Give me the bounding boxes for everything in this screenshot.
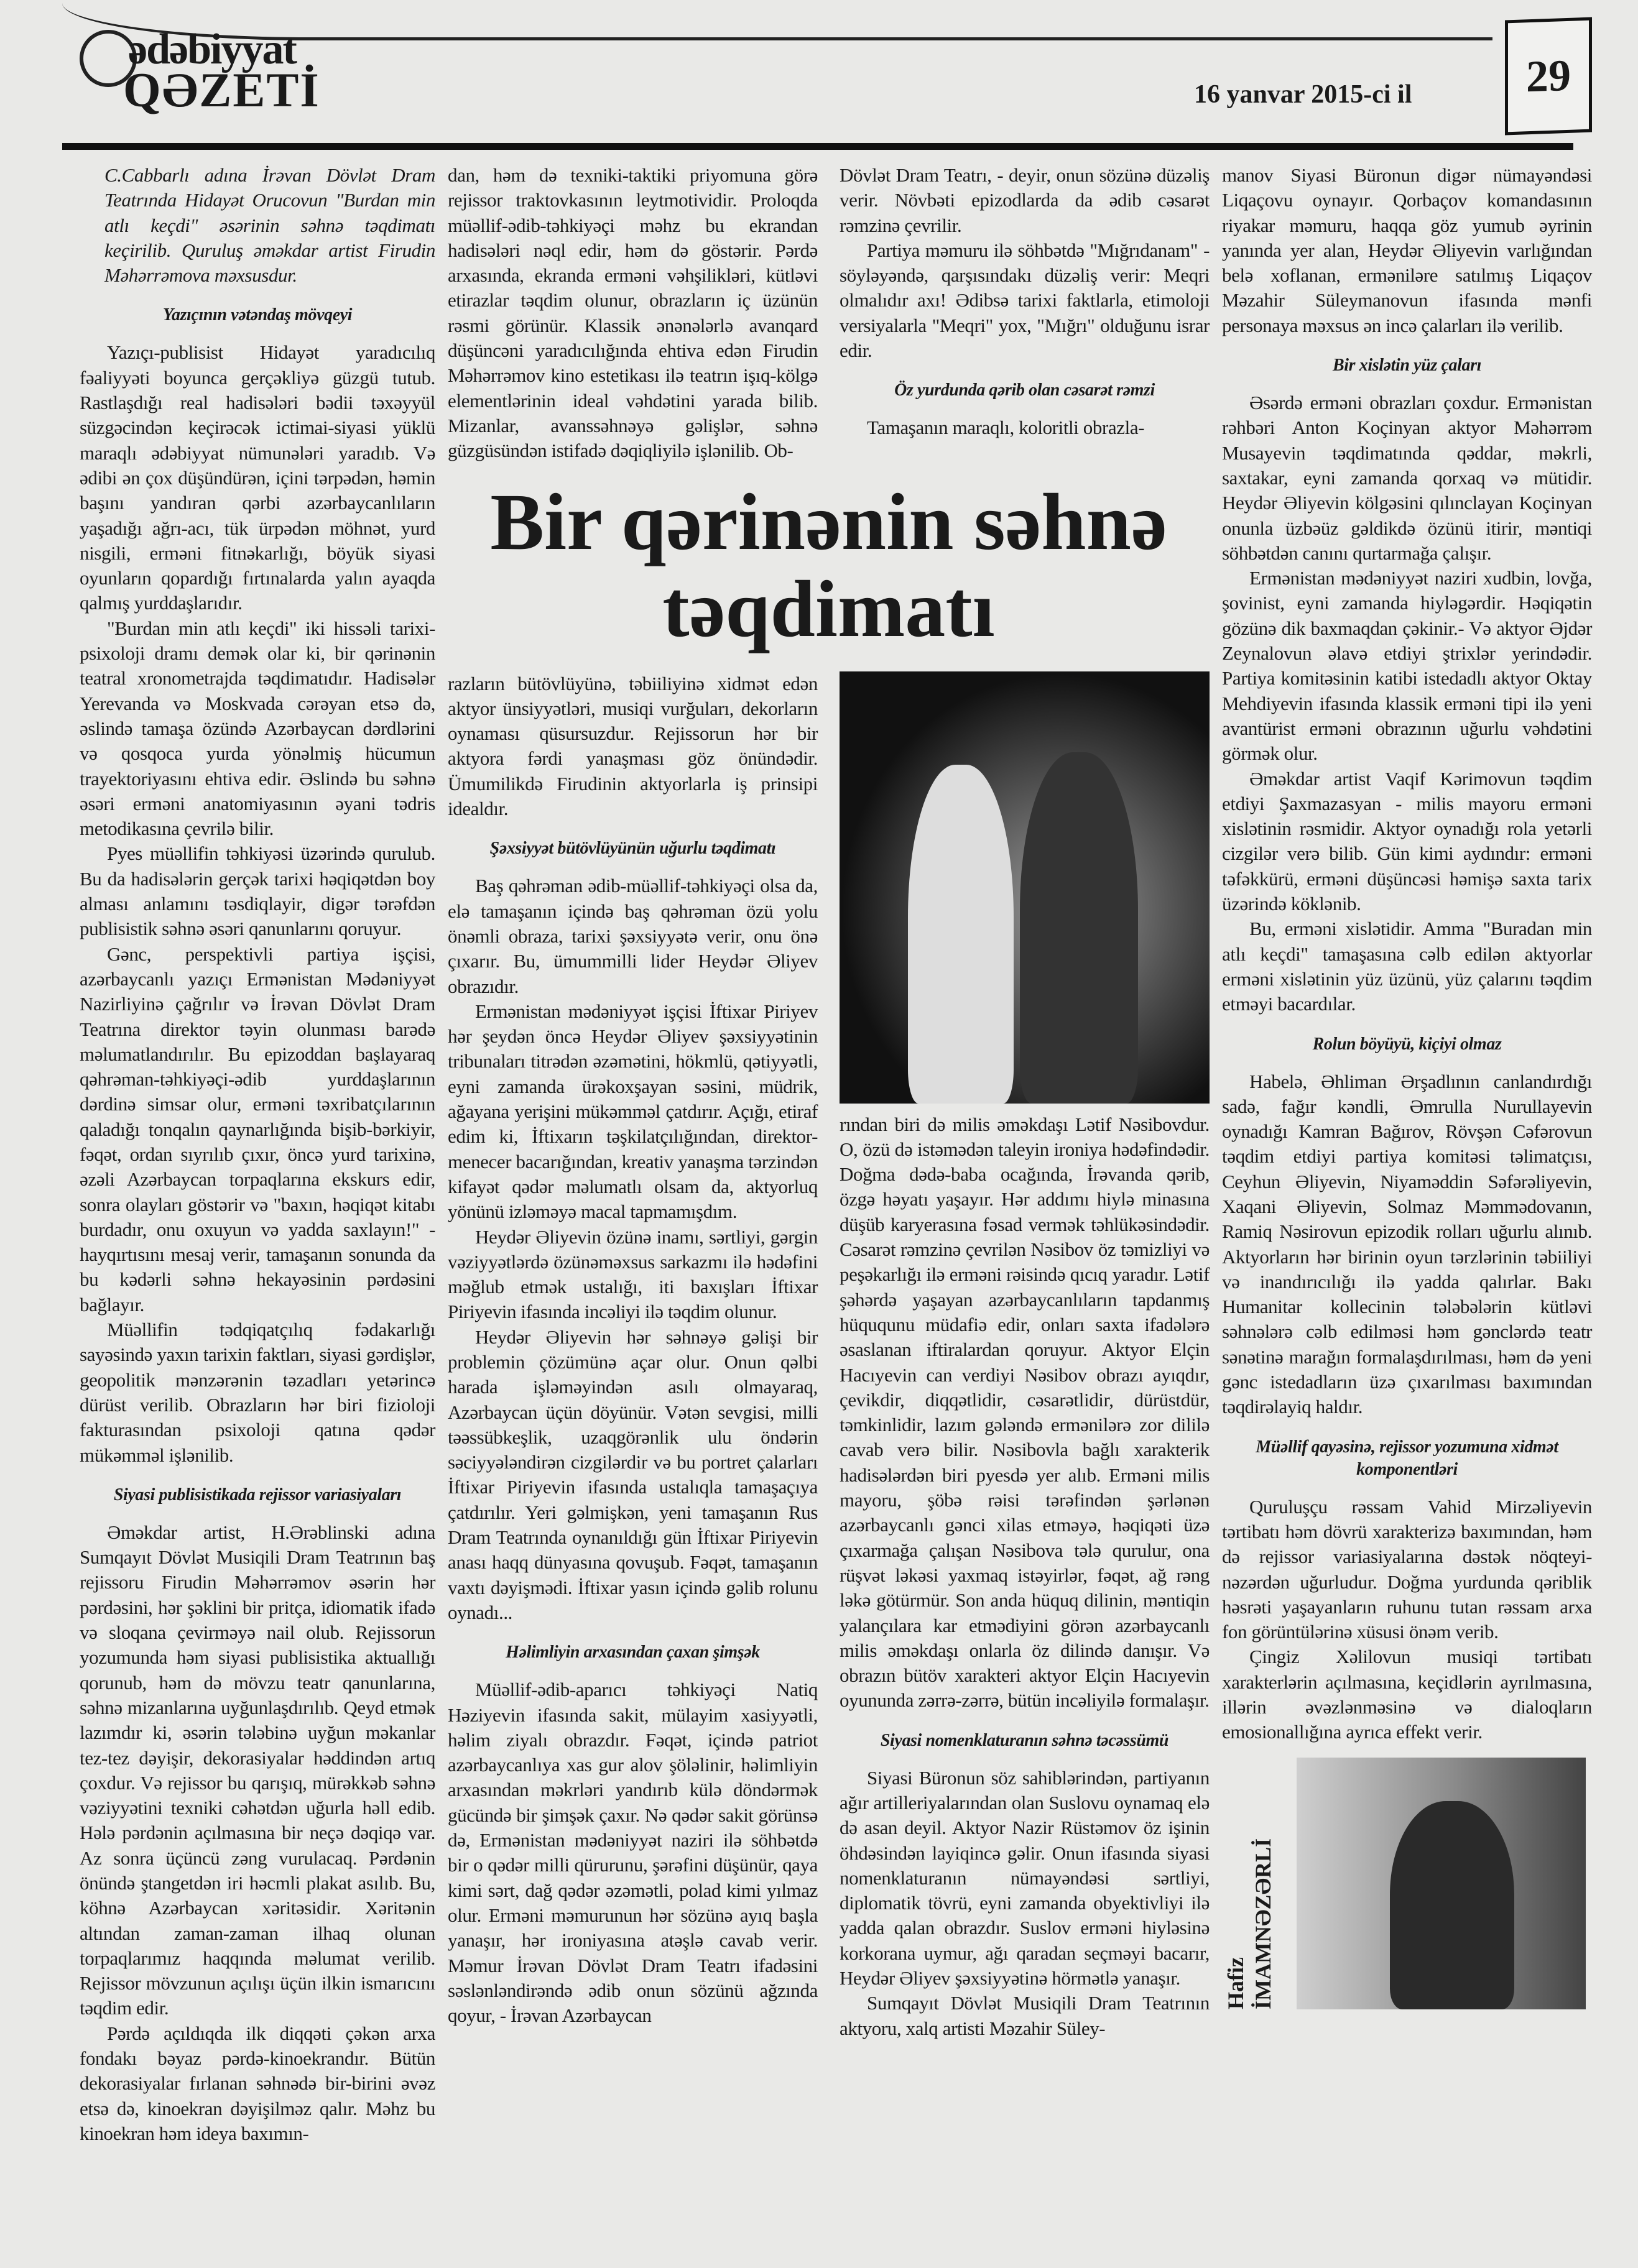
author-last-name: İMAMNƏZƏRLİ: [1251, 1838, 1275, 2009]
subheading: Rolun böyüyü, kiçiyi olmaz: [1312, 1034, 1502, 1054]
paragraph: rından biri də milis əməkdaşı Lətif Nəsibovdur. O, özü də istəmədən taleyin ironiya hədəfindədir. Doğma dədə-baba ocağında, İrəvanda qərib, özgə həyatı yaşayır. Hər addımı hiylə minasına düşüb karyerasına fəsad vermək təhlükəsindədir. Cəsarət rəmzinə çevrilən Nəsibov öz təmizliyi və peşəkarlığı ilə erməni rəisində qıcıq yaradır. Lətif şəhərdə yaşayan azərbaycanlıların tapdanmış hüququnu müdafiə edir, onları saxta ifadələrə əsaslanan iftiralardan qoruyur. Aktyor Elçin Hacıyevin can verdiyi Nəsibov obrazı ayıqdır, çevikdir, diqqətlidir, cəsarətlidir, dürüstdür, təmkinlidir, lazım gələndə ermənilərə zor dililə cavab verə bilir. Nəsibovla bağlı xarakterik hadisələrdən biri pyesdə yer alıb. Erməni milis mayoru, şöbə rəisi tərəfindən şərlənən azərbaycanlı gənci xilas etməyə, həqiqəti üzə çıxarmağa çalışan Nəsibova tələ qurulur, ona rüşvət ləkəsi yaxmaq istəyirlər, fəqət, ağ rəng ləkə götürmür. Son anda hüquq dilinin, məntiqin yalançılara kar etmədiyini görən azərbaycanlı milis əməkdaşı onlarla öz dilində danışır. Və obrazın bütöv xarakteri aktyor Elçin Hacıyevin oyununda zərrə-zərrə, bütün incəliyilə formalaşır.: [840, 1113, 1210, 1712]
paragraph: dan, həm də texniki-taktiki priyomuna görə rejissor traktovkasının leytmotividir. Proloqda müəllif-ədib-təhkiyəçi məhz bu ekrandan hadisələri nəql edir, həm də göstərir. Pərdə arxasında, ekranda erməni vəhşilikləri, kütləvi etirazlar təqdim olunur, obrazların iç üzünün rəsmi görünür. Klassik ənənələrlə avanqard düşüncəni yaradıcılığında ehtiva edən Firudin Məhərrəmov kino estetikası ilə teatrın işıq-kölgə elementlərinin ideal vəhdətini yarada bilib. Mizanlar, avanssəhnəyə gəlişlər, səhnə güzgüsündən istifadə dəqiqliyilə işlənilib. Ob-: [448, 164, 818, 462]
subheading: Həlimliyin arxasından çaxan şimşək: [506, 1643, 760, 1662]
subheading: Müəllif qayəsinə, rejissor yozumuna xidmət komponentləri: [1256, 1437, 1558, 1479]
paragraph: Müəllif-ədib-aparıcı təhkiyəçi Natiq Həziyevin ifasında sakit, mülayim xasiyyətli, həlim ziyalı obrazdır. Fəqət, içində patriot azərbaycanlıya xas gur alov şöləlinir, həlimliyin arxasından məkrləri yandırıb külə döndərmək gücündə bir şimşək çaxır. Nə qədər sakit görünsə də, Ermənistan mədəniyyət naziri ilə söhbətdə bir o qədər milli qürurunu, şərəfini düşünür, qaya kimi sərt, dağ qədər əzəmətli, polad kimi yılmaz olur. Erməni məmurunun hər sözünə ayıq başla yanaşır, hər ironiyasına atəşlə cavab verir. Məmur İrəvan Dövlət Dram Teatrı ifadəsini səslənləndirəndə ədib onun sözünü ağzında qoyur, - İrəvan Azərbaycan: [448, 1679, 818, 2027]
paragraph: Baş qəhrəman ədib-müəllif-təhkiyəçi olsa da, elə tamaşanın içində baş qəhrəman özü yolu önəmli obraza, tarixi şəxsiyyətə verir, onu önə çıxarır. Bu, ümummilli lider Heydər Əliyev obrazıdır.: [448, 875, 818, 997]
center-columns: [448, 163, 1210, 2041]
subheading: Bir xislətin yüz çaları: [1333, 356, 1481, 376]
logo-line1: ədəbiyyat: [128, 25, 296, 73]
paragraph: Partiya məmuru ilə söhbətdə "Mığrıdanam" - söyləyəndə, qarşısındakı düzəliş verir: Meqri olmalıdır axı! Ədibsə tarixi faktlarla, etimoloji versiyalarla "Meqri" yox, "Mığrı" olduğunu israr edir.: [840, 239, 1210, 362]
paragraph: Ermənistan mədəniyyət naziri xudbin, lovğa, şovinist, eyni zamanda hiyləgərdir. Həqiqətin gözünə dik baxmaqdan çəkinir.- Və aktyor Əjdər Zeynalovun əlavə etdiyi ştrixlər yerindədir. Partiya komitəsinin katibi istedadlı aktyor Oktay Mehdiyevin ifasında klassik erməni tipi ilə yeni avantürist erməni obrazının uğurlu vəhdətini görmək olur.: [1222, 567, 1592, 765]
paragraph: Əməkdar artist Vaqif Kərimovun təqdim etdiyi Şaxmazasyan - milis mayoru erməni xislətinin rəsmidir. Aktyor oynadığı rola yetərli cizgilər verə bilib. Gün kimi aydındır: erməni təfəkkürü, erməni düşüncəsi həmişə saxta tarix üzərində köklənib.: [1222, 767, 1592, 915]
paragraph: Bu, erməni xislətidir. Amma "Buradan min atlı keçdi" tamaşasına cəlb edilən aktyorlar erməni xislətinin yüz üzünü, yüz çalarını təqdim etməyi bacardılar.: [1222, 918, 1592, 1015]
subheading: Öz yurdunda qərib olan cəsarət rəmzi: [894, 380, 1155, 400]
paragraph: manov Siyasi Büronun digər nümayəndəsi Liqaçovu oynayır. Qorbaçov komandasının riyakar məmuru, haqqa göz yumub əyrinin yanında yer alan, Heydər Əliyevin varlığından belə xoflanan, erməniləre satılmış Liqaçov Məzahir Süleymanovun ifasında mənfi personaya məxsus ən incə çalarları ilə verilib.: [1222, 164, 1592, 336]
paragraph: Müəllifin tədqiqatçılıq fədakarlığı sayəsində yaxın tarixin faktları, siyasi gərdişlər, geopolitik mənzərənin təzadları yetərincə dürüst verilib. Obrazların hər biri fizioloji fakturasından psixoloji qatına qədər mükəmməl işlənilib.: [80, 1319, 435, 1466]
page-number: 29: [1505, 17, 1592, 136]
paragraph: Pyes müəllifin təhkiyəsi üzərində qurulub. Bu da hadisələrin gerçək tarixi həqiqətdən boy alması anlamını təsdiqlayir, digər tərəfdən publisistik səhnə əsəri qanunlarını qoruyur.: [80, 842, 435, 940]
paragraph: razların bütövlüyünə, təbiiliyinə xidmət edən aktyor ünsiyyətləri, musiqi vurğuları, dekorların oynaması qüsursuzdur. Rejissorun hər bir aktyora fərdi yanaşması göz önündədir. Ümumilikdə Firudinin aktyorlarla iş prinsipi idealdır.: [448, 672, 818, 820]
issue-date: 16 yanvar 2015-ci il: [1194, 80, 1412, 109]
column-2-bottom: [448, 671, 818, 2029]
paragraph: Dövlət Dram Teatrı, - deyir, onun sözünə düzəliş verir. Növbəti epizodlarda da ədib cəsarət rəmzinə çevrilir.: [840, 164, 1210, 236]
author-byline: [1222, 1758, 1290, 2009]
headline: Bir qərinənin səhnə təqdimatı: [490, 477, 1167, 654]
author-photo: [1297, 1758, 1586, 2009]
author-figure: [1390, 1801, 1514, 2009]
right-column-area: [1222, 163, 1592, 2009]
paragraph: Heydər Əliyevin hər səhnəyə gəlişi bir problemin çözümünə açar olur. Onun qəlbi harada işləməyindən asılı olmayaraq, Azərbaycan üçün döyünür. Vətən sevgisi, milli təəssübkeşlik, uzaqgörənlik ulu öndərin səciyyələndirən cizgilərdir və bu portret çalarları İftixar Piriyevin ifasında ustalıqla tamaşaçıya çatdırılır. Yeri gəlmişkən, yeni tamaşanın Rus Dram Teatrında oynanıldığı gün İftixar Piriyevin anası haqq dünyasına qovuşub. Fəqət, tamaşanın vaxtı dəyişmədi. İftixar yasın içində gəlib rolunu oynadı...: [448, 1325, 818, 1623]
logo-line2: QƏZETİ: [123, 63, 320, 117]
column-3-top: [840, 163, 1210, 441]
paragraph: Tamaşanın maraqlı, koloritli obrazla-: [867, 417, 1145, 439]
author-block: [1222, 1758, 1592, 2009]
paragraph: Siyasi Büronun söz sahiblərindən, partiyanın ağır artilleriyalarından olan Suslovu oynamaq elə də asan deyil. Aktyor Nazir Rüstəmov öz işinin öhdəsindən layiqincə gəlir. Onun ifasında siyasi nomenklaturanın nümayəndəsi sərtliyi, diplomatik tövrü, eyni zamanda obyektivliyi ilə yadda qalan obrazdır. Suslov erməni hiyləsinə korkorana uymur, ağı qaradan seçməyi bacarır, Heydər Əliyev şəxsiyyətinə hörmətlə yanaşır.: [840, 1766, 1210, 1989]
paragraph: Heydər Əliyevin özünə inamı, sərtliyi, gərgin vəziyyətlərdə özünəməxsus sarkazmı ilə hədəfini məğlub etmək ustalığı, iti baxışları İftixar Piriyevin ifasında incəliyi ilə təqdim olunur.: [448, 1225, 818, 1323]
paragraph: Pərdə açıldıqda ilk diqqəti çəkən arxa fondakı bəyaz pərdə-kinoekrandır. Bütün dekorasiyalar fırlanan səhnədə bir-birini əvəz etsə də, kinoekran dəyişilməz qalır. Məhz bu kinoekran həm ideya baxımın-: [80, 2022, 435, 2144]
center-top-row: [448, 163, 1210, 464]
column-3-bottom-stack: [840, 671, 1210, 2041]
column-4: [1222, 163, 1592, 1745]
subheading: Siyasi nomenklaturanın səhnə təcəssümü: [880, 1730, 1169, 1750]
paragraph: Gənc, perspektivli partiya işçisi, azərbaycanlı yazıçı Ermənistan Mədəniyyət Nazirliyinə çağrılır və İrəvan Dövlət Dram Teatrına direktor təyin olunması barədə məlumatlandırılır. Bu epizoddan başlayaraq qəhrəman-təhkiyəçi-ədib yurddaşlarının dərdinə simsar olur, erməni təxribatçılarının qaladığı tonqalın qaynarlığında bişib-bərkiyir, fəqət, ordan sıyrılıb çıxır, öncə yurd tarixinə, əzəli Azərbaycan torpaqlarına ekskurs edir, sonra olayları göstərir və "baxın, həqiqət kitabı burdadır, onu oxuyun və yadda saxlayın!" - hayqırtısını mesaj verir, tamaşanın sonunda da bu kədərli səhnə hekayəsinin pərdəsini bağlayır.: [80, 943, 435, 1316]
author-first-name: Hafiz: [1223, 1957, 1248, 2009]
paragraph: Çingiz Xəlilovun musiqi tərtibatı xarakterlərin açılmasına, keçidlərin ayrılmasına, illərin əvəzlənməsinə və dialoqların emosionallığına ayrıca effekt verir.: [1222, 1646, 1592, 1743]
paragraph: Habelə, Əhliman Ərşadlının canlandırdığı sadə, fağır kəndli, Əmrulla Nurullayevin oynadığı Kamran Bağırov, Rövşən Cəfərovun təqdim etdiyi partiya komitəsi təlimatçısı, Ceyhun Əliyevin, Niyaməddin Səfərəliyevin, Xaqani Əliyevin, Solmaz Məmmədovanın, Ramiq Nəsirovun epizodik rolları uğurlu alınıb. Aktyorların hər birinin oyun tərzlərinin təbiiliyi və inandırıcılığı ilə yadda qalırlar. Bakı Humanitar kollecinin tələbələrin kütləvi səhnələrə cəlb edilməsi həm gənclərdə teatr sənətinə marağın formalaşdırılması, həm də yeni gənc istedadların üzə çıxarılması baxımından təqdirəlayiq haldır.: [1222, 1070, 1592, 1418]
column-1: [80, 163, 435, 2146]
paragraph: Ermənistan mədəniyyət işçisi İftixar Piriyev hər şeydən öncə Heydər Əliyev şəxsiyyətinin tribunaları titrədən əzəmətini, hökmlü, qətiyyətli, eyni zamanda ürəkoxşayan səsini, müdrik, ağayana yerişini mükəmməl çatdırır. Açığı, etiraf edim ki, İftixarın təşkilatçılığından, direktor-menecer bacarığından, kreativ yanaşma tərzindən kifayət qədər məlumatlı olsam da, aktyorluq yönünü izləməyə macal tapmamışdım.: [448, 1000, 818, 1223]
center-bottom-row: [448, 671, 1210, 2041]
intro: C.Cabbarlı adına İrəvan Dövlət Dram Teatrında Hidayət Orucovun "Burdan min atlı keçdi" əsərinin səhnə təqdimatı keçirilib. Quruluş əməkdar artist Firudin Məhərrəmova məxsusdur.: [104, 164, 435, 287]
subheading: Şəxsiyyət bütövlüyünün uğurlu təqdimatı: [489, 839, 776, 859]
column-2-top: [448, 163, 818, 464]
actor-figure-right: [1020, 752, 1138, 1104]
subheading: Yazıçının vətəndaş mövqeyi: [162, 305, 353, 325]
paragraph: Sumqayıt Dövlət Musiqili Dram Teatrının aktyoru, xalq artisti Məzahir Süley-: [840, 1992, 1210, 2039]
stage-photo: [840, 671, 1210, 1104]
newspaper-logo: [80, 25, 341, 118]
paragraph: Əsərdə erməni obrazları çoxdur. Ermənistan rəhbəri Anton Koçinyan aktyor Məhərrəm Musayevin təqdimatında qəddar, məkrli, saxtakar, eyni zamanda qorxaq və mütidir. Heydər Əliyevin kölgəsini qılınclayan Koçinyan onunla üzbəüz gəldikdə özünü itirir, məntiqi söhbətdən canını qurtarmağa çalışır.: [1222, 392, 1592, 564]
paragraph: Əməkdar artist, H.Ərəblinski adına Sumqayıt Dövlət Musiqili Dram Teatrının baş rejissoru Firudin Məhərrəmov əsərin hər pərdəsini, hər şəklini bir pritça, idiomatik ifadə və sloqana çevirməyə nail olub. Rejissorun yozumunda həm siyasi publisistika aktuallığı qorunub, həm də mövzu teatr qanunlarına, səhnə mizanlarına uyğunlaşdırılıb. Qeyd etmək lazımdır ki, əsərin tələbinə uyğun məkanlar tez-tez dəyişir, dekorasiyalar həddindən artıq çoxdur. Və rejissor bu qarışıq, mürəkkəb səhnə vəziyyətini texniki cəhətdən uğurla həll edib. Hələ pərdənin açılmasına bir neçə dəqiqə var. Az sonra üçüncü zəng vurulacaq. Pərdənin önündə ştangetdən iri həcmli plakat asılıb. Bu, köhnə Azərbaycan xəritəsidir. Xəritənin altından zaman-zaman ilhaq olunan torpaqlarımız haqqında məlumat verilib. Rejissor mövzunun açılışı üçün ilkin ismarıcını təqdim edir.: [80, 1521, 435, 2019]
actor-figure-left: [908, 765, 1014, 1104]
paragraph: Quruluşçu rəssam Vahid Mirzəliyevin tərtibatı həm dövrü xarakterizə baxımından, həm də rejissor variasiyalarına dəstək nöqteyi-nəzərdən uğurludur. Doğma yurdunda qəriblik həsrəti yaşayanların ruhunu tutan rəssam arxa fon görüntülərinə xüsusi önəm verib.: [1222, 1495, 1592, 1643]
paragraph: Yazıçı-publisist Hidayət yaradıcılıq fəaliyyəti boyunca gerçəkliyə güzgü tutub. Rastlaşdığı real hadisələri bədii təxəyyül süzgəcindən keçirəcək ictimai-siyasi yüklü maraqlı ədəbiyyat nümunələri yaradıb. Və ədibi ən çox düşündürən, içini tərpədən, həmin başını yandıran qərbi azərbaycanlıların yaşadığı ağrı-acı, tük ürpədən möhnət, yurd nisgili, erməni fitnəkarlığı, böyük siyasi oyunların qopardığı fırtınalarda yalın ayaqda qalmış yurddaşlarıdır.: [80, 341, 435, 614]
column-3-bottom: [840, 1112, 1210, 2041]
subheading: Siyasi publisistikada rejissor variasiyaları: [113, 1485, 402, 1505]
paragraph: "Burdan min atlı keçdi" iki hissəli tarixi-psixoloji dramı demək olar ki, bir qərinənin teatral xronometrajda təqdimatıdır. Hadisələr Yerevanda və Moskvada cərəyan etsə də, əslində tamaşa özündə Azərbaycan dərdlərini və qosqoca yurda yönəlmiş hücumun trayektoriyasını ehtiva edir. Əslində bu səhnə əsəri erməni anatomiyasının əyani tədris metodikasına çevrilə bilir.: [80, 617, 435, 840]
